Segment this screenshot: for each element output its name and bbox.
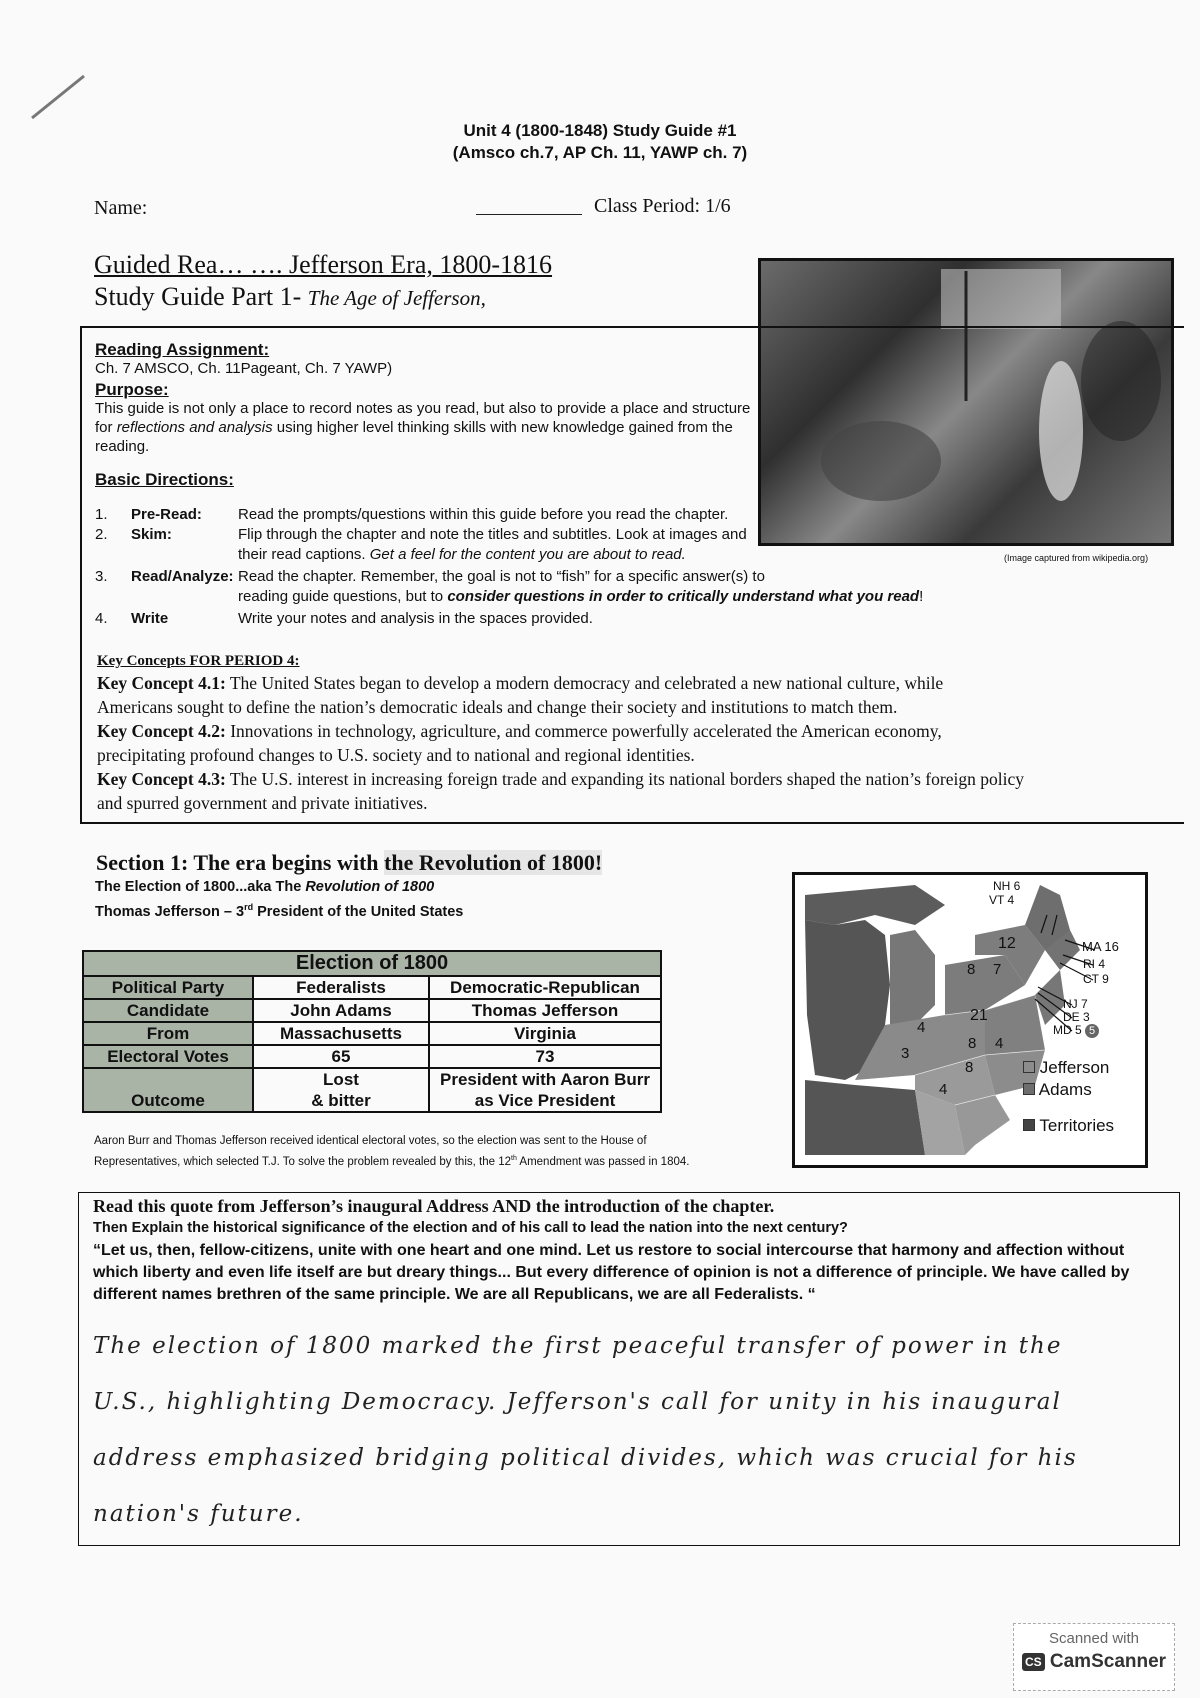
purpose-line-2-italic: reflections and analysis xyxy=(116,419,273,436)
row-header: From xyxy=(83,1022,253,1045)
read-cont-bold-italic: consider questions in order to critically understand what you read xyxy=(447,588,920,605)
outcome-jeff-2: as Vice President xyxy=(474,1091,616,1110)
map-label-nc-8: 8 xyxy=(968,1035,977,1052)
sub2-a: Thomas Jefferson – 3 xyxy=(95,903,245,920)
table-note-line-2 xyxy=(94,1150,689,1171)
title-line-2: (Amsco ch.7, AP Ch. 11, YAWP ch. 7) xyxy=(452,143,748,162)
direction-1-text: Read the prompts/questions within this guide before you read the chapter. xyxy=(238,506,729,523)
answer-line-1: The election of 1800 marked the first peaceful transfer of power in the xyxy=(93,1333,1063,1359)
row-header: Electoral Votes xyxy=(83,1045,253,1068)
direction-1-num: 1. xyxy=(95,506,108,523)
key-concept-1-line-1 xyxy=(97,671,1024,695)
quote-prompt: Then Explain the historical significance of the election and of his call to lead the nation into the next century? xyxy=(93,1220,848,1236)
row-header: Candidate xyxy=(83,999,253,1022)
election-table xyxy=(82,950,662,1113)
watermark-brand-row xyxy=(1014,1651,1174,1673)
map-label-ny: 12 xyxy=(998,935,1016,952)
table-cell: Virginia xyxy=(429,1022,661,1045)
map-label-nh: NH 6 xyxy=(993,879,1021,893)
sub1-italic: Revolution of 1800 xyxy=(305,879,435,895)
map-label-ct: CT 9 xyxy=(1083,972,1109,986)
map-label-sc: 8 xyxy=(965,1059,974,1076)
sub1-a: The Election of 1800...aka The xyxy=(95,879,306,895)
direction-3-num: 3. xyxy=(95,568,108,585)
section-1-title-a: Section 1: The era begins with xyxy=(96,850,385,875)
direction-3 xyxy=(95,567,775,587)
table-note-2a: Representatives, which selected T.J. To solve the problem revealed by this, the 12 xyxy=(94,1155,511,1168)
map-label-pa-8: 8 xyxy=(967,961,976,978)
legend-jefferson-label: Jefferson xyxy=(1039,1058,1110,1077)
table-row xyxy=(83,976,661,999)
table-cell: Thomas Jefferson xyxy=(429,999,661,1022)
map-label-tn: 3 xyxy=(901,1045,910,1062)
table-cell-outcome-adams xyxy=(253,1068,429,1112)
key-concept-3-line-2: and spurred government and private initiatives. xyxy=(97,793,428,813)
direction-2-text: Flip through the chapter and note the titles and subtitles. Look at images and xyxy=(238,526,747,543)
name-line xyxy=(476,214,582,215)
map-label-va: 21 xyxy=(970,1007,988,1024)
table-note-sup: th xyxy=(511,1155,517,1162)
table-cell: 65 xyxy=(253,1045,429,1068)
direction-1-label: Pre-Read: xyxy=(131,506,202,523)
table-row xyxy=(83,999,661,1022)
key-concept-3-text-1: The U.S. interest in increasing foreign trade and expanding its national borders shaped the nation’s foreign policy xyxy=(225,769,1024,789)
directions-list xyxy=(95,505,924,629)
pen-mark xyxy=(28,72,88,122)
purpose-line-2a: for xyxy=(95,419,117,436)
direction-4-num: 4. xyxy=(95,610,108,627)
quote-line-2: which liberty and even life itself are but dreary things... But every difference of opinion is not a difference of principle. We have called by xyxy=(93,1264,1130,1281)
section-1-title xyxy=(96,850,602,876)
map-label-vt: VT 4 xyxy=(989,893,1015,907)
map-label-ky: 4 xyxy=(917,1019,926,1036)
table-cell: Democratic-Republican xyxy=(429,976,661,999)
table-row xyxy=(83,1045,661,1068)
table-cell: 73 xyxy=(429,1045,661,1068)
direction-2-cont xyxy=(95,545,775,567)
read-cont-c: ! xyxy=(919,588,924,605)
camscanner-logo-icon: CS xyxy=(1022,1653,1045,1671)
legend-territories xyxy=(1023,1115,1114,1137)
direction-2 xyxy=(95,525,775,545)
map-label-ri: RI 4 xyxy=(1083,957,1106,971)
study-guide-italic: The Age of Jefferson, xyxy=(307,286,486,310)
reading-assignment-text: Ch. 7 AMSCO, Ch. 11Pageant, Ch. 7 YAWP) xyxy=(95,360,393,377)
map-legend xyxy=(1023,1057,1114,1137)
study-guide-prefix: Study Guide Part 1- xyxy=(94,282,308,311)
legend-territories-label: Territories xyxy=(1039,1116,1115,1135)
section-1-sub-1 xyxy=(95,877,463,897)
legend-swatch-territories xyxy=(1023,1119,1035,1131)
outcome-adams-1: Lost xyxy=(323,1070,359,1089)
purpose-line-2b: using higher level thinking skills with new knowledge gained from the xyxy=(272,419,733,436)
legend-swatch-adams xyxy=(1023,1083,1035,1095)
directions-heading: Basic Directions: xyxy=(95,470,234,489)
outcome-adams-2: & bitter xyxy=(311,1091,371,1110)
election-map xyxy=(792,872,1148,1168)
table-cell-outcome-jefferson xyxy=(429,1068,661,1112)
key-concepts-heading: Key Concepts FOR PERIOD 4: xyxy=(97,653,300,669)
map-label-md xyxy=(1053,1023,1099,1038)
read-cont-a: reading guide questions, but to xyxy=(238,588,448,605)
map-label-md-circle: 5 xyxy=(1085,1024,1099,1038)
guided-reading-title: Guided Rea… …. Jefferson Era, 1800-1816 xyxy=(94,250,553,279)
sub2-sup: rd xyxy=(244,902,254,912)
key-concept-1-label: Key Concept 4.1: xyxy=(97,673,226,693)
map-label-md-text: MD 5 xyxy=(1053,1023,1082,1037)
key-concept-1-line-2: Americans sought to define the nation’s democratic ideals and change their society and institutions to match them. xyxy=(97,697,898,717)
legend-adams xyxy=(1023,1079,1114,1101)
section-1-sub-2 xyxy=(95,897,463,922)
purpose-line-2 xyxy=(95,418,750,437)
direction-4-text: Write your notes and analysis in the spaces provided. xyxy=(238,610,593,627)
quote-line-1: “Let us, then, fellow-citizens, unite with one heart and one mind. Let us restore to social intercourse that harmony and affection without xyxy=(93,1242,1125,1259)
key-concept-2-text-1: Innovations in technology, agriculture, and commerce powerfully accelerated the American economy, xyxy=(225,721,942,741)
table-title-row xyxy=(83,951,661,976)
table-cell: Federalists xyxy=(253,976,429,999)
answer-line-3: address emphasized bridging political divides, which was crucial for his xyxy=(93,1445,1078,1471)
section-1-subtitle xyxy=(95,877,463,922)
direction-3-cont xyxy=(95,587,924,609)
key-concept-3-line-1 xyxy=(97,767,1024,791)
reading-assignment xyxy=(95,340,750,489)
map-label-ma: MA 16 xyxy=(1082,939,1119,954)
table-cell: John Adams xyxy=(253,999,429,1022)
map-label-de: DE 3 xyxy=(1063,1010,1090,1024)
table-row xyxy=(83,1022,661,1045)
purpose-line-3: reading. xyxy=(95,438,150,455)
key-concept-2-line-2: precipitating profound changes to U.S. society and to national and regional identities. xyxy=(97,745,695,765)
key-concept-2-label: Key Concept 4.2: xyxy=(97,721,226,741)
row-header: Outcome xyxy=(83,1068,253,1112)
study-guide-title xyxy=(94,282,486,312)
map-label-nj: NJ 7 xyxy=(1063,997,1088,1011)
legend-adams-label: Adams xyxy=(1038,1080,1092,1099)
legend-jefferson xyxy=(1023,1057,1114,1079)
table-row-outcome xyxy=(83,1068,661,1112)
quote-heading: Read this quote from Jefferson’s inaugural Address AND the introduction of the chapter. xyxy=(93,1196,775,1216)
name-label: Name: xyxy=(94,197,148,219)
watermark-brand: CamScanner xyxy=(1049,1651,1167,1672)
direction-2-label: Skim: xyxy=(131,526,172,543)
map-label-nc-4: 4 xyxy=(995,1035,1004,1052)
title-line-1: Unit 4 (1800-1848) Study Guide #1 xyxy=(463,121,737,140)
map-label-ga: 4 xyxy=(939,1081,948,1098)
watermark-line-1: Scanned with xyxy=(1048,1630,1140,1647)
key-concept-1-text-1: The United States began to develop a modern democracy and celebrated a new national culture, while xyxy=(225,673,944,693)
table-note xyxy=(94,1133,689,1171)
class-period: Class Period: 1/6 xyxy=(594,195,731,217)
image-caption: (Image captured from wikipedia.org) xyxy=(1004,553,1149,563)
row-header: Political Party xyxy=(83,976,253,999)
purpose-heading: Purpose: xyxy=(95,380,169,399)
outcome-jeff-1: President with Aaron Burr xyxy=(439,1070,650,1089)
page-title xyxy=(0,120,1200,164)
skim-cont-a: their read captions. xyxy=(238,546,370,563)
key-concept-2-line-1 xyxy=(97,719,1024,743)
handwritten-answer xyxy=(93,1318,1078,1542)
quote-text xyxy=(93,1240,1129,1306)
direction-3-cont-text xyxy=(238,587,923,607)
direction-3-text: Read the chapter. Remember, the goal is not to “fish” for a specific answer(s) to xyxy=(238,568,765,585)
table-note-2b: Amendment was passed in 1804. xyxy=(516,1155,690,1168)
key-concepts xyxy=(97,651,1024,815)
direction-4 xyxy=(95,609,775,629)
quote-line-3: different names brethren of the same principle. We are all Republicans, we are all Federalists. “ xyxy=(93,1286,816,1303)
table-cell: Massachusetts xyxy=(253,1022,429,1045)
key-concept-3-label: Key Concept 4.3: xyxy=(97,769,226,789)
direction-3-label: Read/Analyze: xyxy=(131,568,234,585)
skim-cont-italic: Get a feel for the content you are about to read. xyxy=(369,546,686,563)
table-title: Election of 1800 xyxy=(83,951,661,976)
direction-4-label: Write xyxy=(131,610,169,627)
answer-line-2: U.S., highlighting Democracy. Jefferson's call for unity in his inaugural xyxy=(93,1389,1062,1415)
direction-2-cont-text xyxy=(238,545,686,565)
table-note-line-1: Aaron Burr and Thomas Jefferson received identical electoral votes, so the election was sent to the House of xyxy=(94,1135,647,1147)
answer-line-4: nation's future. xyxy=(93,1501,304,1527)
legend-swatch-jefferson xyxy=(1023,1061,1035,1073)
section-1-title-b: the Revolution of 1800! xyxy=(384,850,603,875)
reading-assignment-heading: Reading Assignment: xyxy=(95,340,270,359)
map-label-pa-7: 7 xyxy=(993,961,1002,978)
camscanner-watermark xyxy=(1013,1623,1175,1691)
sub2-b: President of the United States xyxy=(253,903,464,920)
direction-1 xyxy=(95,505,775,525)
purpose-line-1: This guide is not only a place to record notes as you read, but also to provide a place and structure xyxy=(95,400,751,417)
direction-2-num: 2. xyxy=(95,526,108,543)
